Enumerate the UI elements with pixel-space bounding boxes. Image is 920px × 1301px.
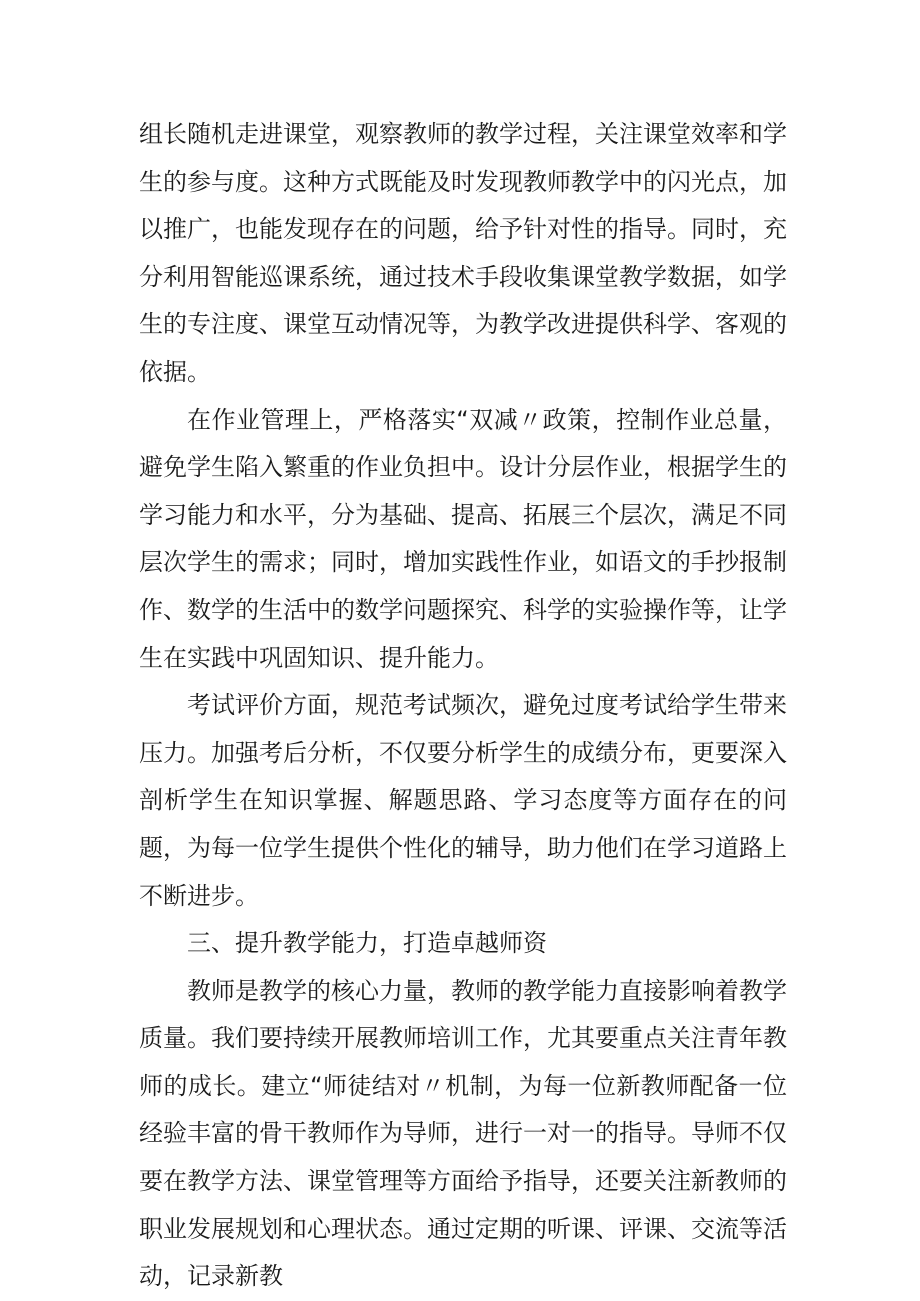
paragraph-2: 在作业管理上，严格落实“双减〃政策，控制作业总量，避免学生陷入繁重的作业负担中。设计分层作业，根据学生的学习能力和水平，分为基础、提高、拓展三个层次，满足不同层次学生的需求；同时，增加实践性作业，如语文的手抄报制作、数学的生活中的数学问题探究、科学的实验操作等，让学生在实践中巩固知识、提升能力。 xyxy=(139,405,787,672)
paragraph-1: 组长随机走进课堂，观察教师的教学过程，关注课堂效率和学生的参与度。这种方式既能及时发现教师教学中的闪光点，加以推广，也能发现存在的问题，给予针对性的指导。同时，充分利用智能巡课系统，通过技术手段收集课堂教学数据，如学生的专注度、课堂互动情况等，为教学改进提供科学、客观的依据。 xyxy=(139,120,787,386)
section-heading: 三、提升教学能力，打造卓越师资 xyxy=(187,929,547,958)
document-body xyxy=(139,111,787,1301)
paragraph-3: 考试评价方面，规范考试频次，避免过度考试给学生带来压力。加强考后分析，不仅要分析学生的成绩分布，更要深入剖析学生在知识掌握、解题思路、学习态度等方面存在的问题，为每一位学生提供个性化的辅导，助力他们在学习道路上不断进步。 xyxy=(139,691,787,910)
section-paragraph: 教师是教学的核心力量，教师的教学能力直接影响着教学质量。我们要持续开展教师培训工作，尤其要重点关注青年教师的成长。建立“师徒结对〃机制，为每一位新教师配备一位经验丰富的骨干教师作为导师，进行一对一的指导。导师不仅要在教学方法、课堂管理等方面给予指导，还要关注新教师的职业发展规划和心理状态。通过定期的听课、评课、交流等活动，记录新教 xyxy=(139,976,787,1291)
